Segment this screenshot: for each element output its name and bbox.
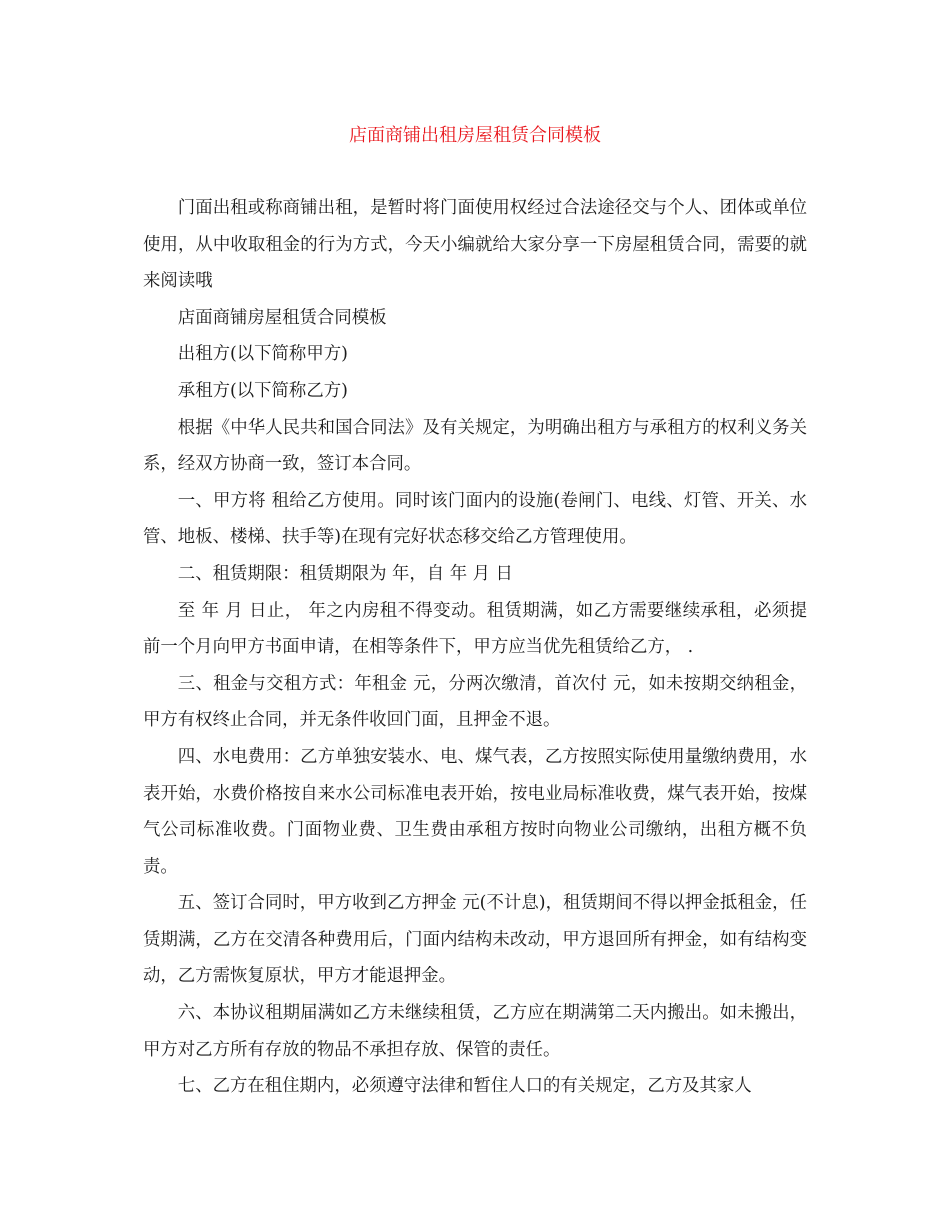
paragraph: 一、甲方将 租给乙方使用。同时该门面内的设施(卷闸门、电线、灯管、开关、水管、地板、楼梯、扶手等)在现有完好状态移交给乙方管理使用。 [143, 490, 807, 548]
document-body [143, 190, 807, 1105]
paragraph: 三、租金与交租方式：年租金 元，分两次缴清，首次付 元，如未按期交纳租金，甲方有权终止合同，并无条件收回门面，且押金不退。 [143, 673, 807, 731]
paragraph: 七、乙方在租住期内，必须遵守法律和暂住人口的有关规定，乙方及其家人 [177, 1076, 752, 1097]
document-title: 店面商铺出租房屋租赁合同模板 [349, 125, 601, 146]
paragraph: 六、本协议租期届满如乙方未继续租赁，乙方应在期满第二天内搬出。如未搬出，甲方对乙方所有存放的物品不承担存放、保管的责任。 [143, 1003, 807, 1060]
paragraph: 承租方(以下简称乙方) [177, 380, 348, 401]
paragraph: 门面出租或称商铺出租，是暂时将门面使用权经过合法途径交与个人、团体或单位使用，从中收取租金的行为方式，今天小编就给大家分享一下房屋租赁合同，需要的就来阅读哦 [143, 198, 807, 292]
paragraph: 出租方(以下简称甲方) [177, 344, 348, 365]
paragraph: 四、水电费用：乙方单独安装水、电、煤气表，乙方按照实际使用量缴纳费用，水表开始，水费价格按自来水公司标准电表开始，按电业局标准收费，煤气表开始，按煤气公司标准收费。门面物业费、卫生费由承租方按时向物业公司缴纳，出租方概不负责。 [143, 746, 807, 877]
paragraph: 店面商铺房屋租赁合同模板 [177, 307, 387, 328]
paragraph: 至 年 月 日止， 年之内房租不得变动。租赁期满，如乙方需要继续承租，必须提前一个月向甲方书面申请，在相等条件下，甲方应当优先租赁给乙方， . [143, 600, 807, 658]
paragraph: 二、租赁期限：租赁期限为 年，自 年 月 日 [177, 563, 513, 584]
paragraph: 五、签订合同时，甲方收到乙方押金 元(不计息)，租赁期间不得以押金抵租金，任赁期满，乙方在交清各种费用后，门面内结构未改动，甲方退回所有押金，如有结构变动，乙方需恢复原状，甲方才能退押金。 [143, 893, 807, 987]
paragraph: 根据《中华人民共和国合同法》及有关规定，为明确出租方与承租方的权利义务关系，经双方协商一致，签订本合同。 [143, 417, 807, 475]
